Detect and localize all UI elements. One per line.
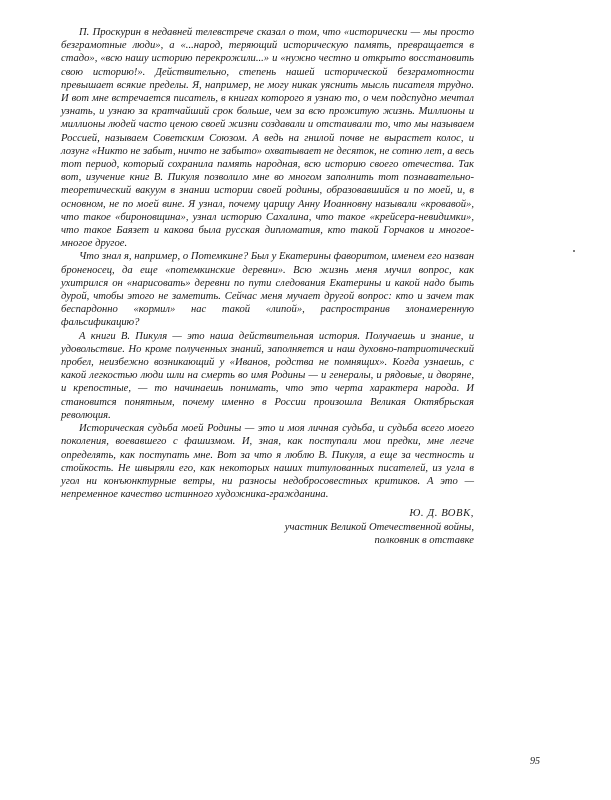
author-signature [61, 507, 474, 547]
article-page [61, 26, 474, 547]
author-rank: полковник в отставке [374, 534, 474, 546]
author-role: участник Великой Отечественной войны, [284, 521, 474, 533]
author-name: Ю. Д. ВОВК, [409, 508, 474, 520]
paragraph-1: П. Проскурин в недавней телевстрече сказал о том, что «исторически — мы просто безграмотные люди», а «...народ, теряющий историческую память, превращается в стадо», «всю нашу историю перекрожили...» и «нужно честно и открыто восстановить свою историю!». Действительно, степень нашей исторической безграмотности превышает всякие пределы. Я, например, не могу никак уяснить мысль писателя трудно. И вот мне встречается писатель, в книгах которого я узнаю то, о чем подспудно мечтал узнать, и узнаю за кратчайший срок больше, чем за всю прожитую жизнь. Миллионы и миллионы людей часто ценою своей жизни создавали и отстаивали то, что мы называем Россией, называем Советским Союзом. А ведь на гнилой почве не вырастет колос, и лозунг «Никто не забыт, ничто не забыто» охватывает не десяток, не сотню лет, а весь тот период, который сохранила память народная, всю историю своего отечества. Так вот, изучение книг В. Пикуля позволило мне во многом заполнить тот познавательно-теоретический вакуум в знании истории своей родины, образовавшийся и по моей, и, в основном, не по моей вине. Я узнал, почему царицу Анну Иоанновну называли «кровавой», что такое «бироновщина», узнал историю Сахалина, что такое «крейсера-невидимки», что такое Баязет и какова была русская дипломатия, кто такой Горчаков и многое-многое другое. [61, 27, 474, 250]
print-speck [573, 250, 575, 252]
page-number: 95 [530, 756, 540, 767]
paragraph-3: А книги В. Пикуля — это наша действительная история. Получаешь и знание, и удовольствие. Но кроме полученных знаний, заполняется и наш духовно-патриотический пробел, неизбежно возникающий у «Иванов, родства не помнящих». Когда узнаешь, с какой легкостью люди шли на смерть во имя Родины — и генералы, и рядовые, и дворяне, и крепостные, — то начинаешь понимать, что это черта характера народа. И становится понятным, почему именно в России произошла Великая Октябрьская революция. [61, 330, 474, 421]
paragraph-4: Историческая судьба моей Родины — это и моя личная судьба, и судьба всего моего поколения, воевавшего с фашизмом. И, зная, как поступали мои предки, мне легче определять, как поступать мне. Вот за что я люблю В. Пикуля, а еще за честность и стойкость. Не швыряли его, как некоторых наших титулованных писателей, из угла в угол ни конъюнктурные ветры, ни разносы недобросовестных критиков. А это — непременное качество истинного художника-гражданина. [61, 423, 474, 501]
paragraph-2: Что знал я, например, о Потемкине? Был у Екатерины фаворитом, именем его назван броненосец, да еще «потемкинские деревни». Всю жизнь меня мучил вопрос, как ухитрился он «нарисовать» деревни по пути следования Екатерины и какой надо быть дурой, чтобы этого не заметить. Сейчас меня мучает другой вопрос: кто и зачем так беспардонно «кормил» нас такой «липой», распространив злонамеренную фальсификацию? [61, 251, 474, 329]
